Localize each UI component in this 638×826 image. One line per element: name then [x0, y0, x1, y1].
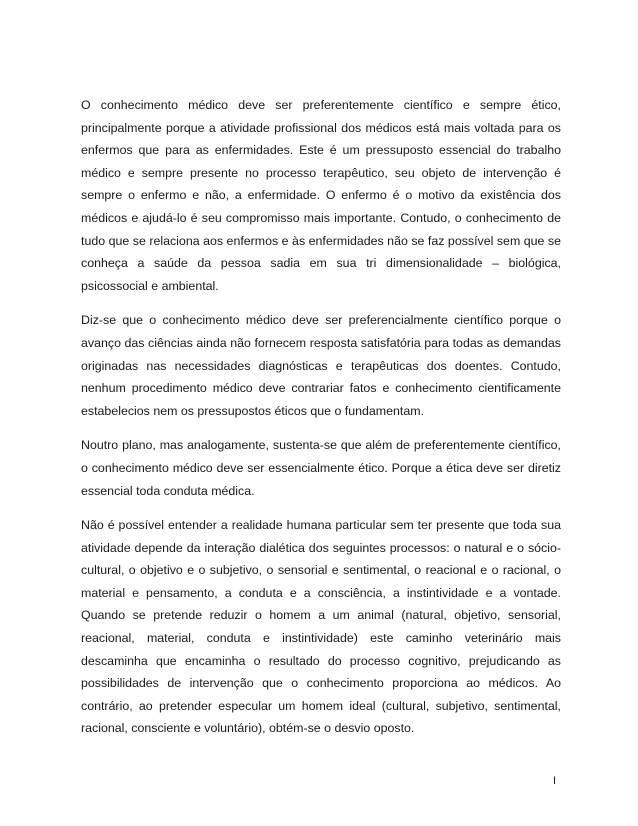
paragraph-1: O conhecimento médico deve ser preferentemente científico e sempre ético, principalmente porque a atividade profissional dos médicos está mais voltada para os enfermos que para as enfermidades. Este é um pressuposto essencial do trabalho médico e sempre presente no processo terapêutico, seu objeto de intervenção é sempre o enfermo e não, a enfermidade. O enfermo é o motivo da existência dos médicos e ajudá-lo é seu compromisso mais importante. Contudo, o conhecimento de tudo que se relaciona aos enfermos e às enfermidades não se faz possível sem que se conheça a saúde da pessoa sadia em sua tri dimensionalidade – biológica, psicossocial e ambiental. — [81, 98, 561, 293]
paragraph-3: Noutro plano, mas analogamente, sustenta-se que além de preferentemente científico, o conhecimento médico deve ser essencialmente ético. Porque a ética deve ser diretiz essencial toda conduta médica. — [81, 438, 561, 498]
document-body — [81, 94, 561, 752]
paragraph-4: Não é possível entender a realidade humana particular sem ter presente que toda sua atividade depende da interação dialética dos seguintes processos: o natural e o sócio-cultural, o objetivo e o subjetivo, o sensorial e sentimental, o reacional e o racional, o material e pensamento, a conduta e a consciência, a instintividade e a vontade. Quando se pretende reduzir o homem a um animal (natural, objetivo, sensorial, reacional, material, conduta e instintividade) este caminho veterinário mais descaminha que encaminha o resultado do processo cognitivo, prejudicando as possibilidades de intervenção que o conhecimento proporciona ao médicos. Ao contrário, ao pretender especular um homem ideal (cultural, subjetivo, sentimental, racional, consciente e voluntário), obtém-se o desvio oposto. — [81, 518, 561, 736]
page-number: I — [553, 775, 557, 787]
paragraph-2: Diz-se que o conhecimento médico deve ser preferencialmente científico porque o avanço das ciências ainda não fornecem resposta satisfatória para todas as demandas originadas nas necessidades diagnósticas e terapêuticas dos doentes. Contudo, nenhum procedimento médico deve contrariar fatos e conhecimento cientificamente estabelecios nem os pressupostos éticos que o fundamentam. — [81, 313, 561, 418]
